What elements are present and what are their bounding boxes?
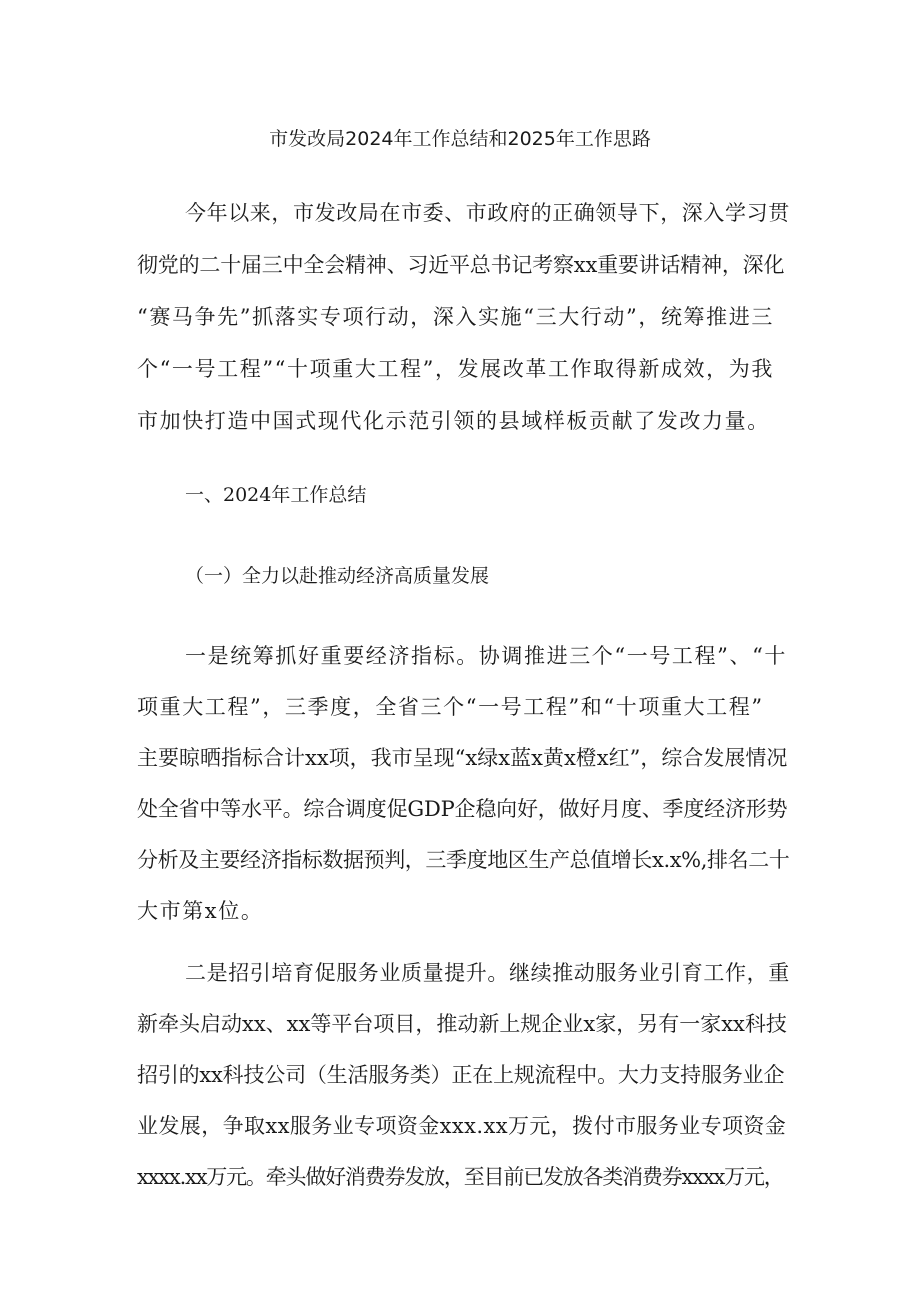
paragraph-line: xxxx.xx万元。牵头做好消费券发放，至目前已发放各类消费券xxxx万元， [137,1165,784,1189]
paragraph-line: 二是招引培育促服务业质量提升。继续推动服务业引育工作，重 [185,961,790,985]
paragraph-line: 主要晾晒指标合计xx项，我市呈现“x绿x蓝x黄x橙x红”，综合发展情况 [137,746,788,770]
intro-line: 市加快打造中国式现代化示范引领的县域样板贡献了发改力量。 [137,409,770,433]
intro-line: 个“一号工程”“十项重大工程”，发展改革工作取得新成效，为我 [137,357,774,381]
intro-line: 彻党的二十届三中全会精神、习近平总书记考察xx重要讲话精神，深化 [137,253,785,277]
paragraph-line: 项重大工程”，三季度，全省三个“一号工程”和“十项重大工程” [137,695,764,719]
paragraph-line: 一是统筹抓好重要经济指标。协调推进三个“一号工程”、“十 [185,644,788,668]
section-heading: 一、2024年工作总结 [185,484,367,506]
subsection-heading: （一）全力以赴推动经济高质量发展 [185,565,490,587]
paragraph-line: 新牵头启动xx、xx等平台项目，推动新上规企业x家，另有一家xx科技 [137,1012,787,1036]
paragraph-line: 分析及主要经济指标数据预判，三季度地区生产总值增长x.x%,排名二十 [137,848,790,872]
paragraph-line: 大市第x位。 [137,899,264,923]
paragraph-line: 处全省中等水平。综合调度促GDP企稳向好，做好月度、季度经济形势 [137,797,788,821]
intro-line: 今年以来，市发改局在市委、市政府的正确领导下，深入学习贯 [185,201,790,225]
document-title: 市发改局2024年工作总结和2025年工作思路 [269,128,651,150]
paragraph-line: 业发展，争取xx服务业专项资金xxx.xx万元，拨付市服务业专项资金 [137,1114,787,1138]
intro-line: “赛马争先”抓落实专项行动，深入实施“三大行动”，统筹推进三 [137,305,774,329]
paragraph-line: 招引的xx科技公司（生活服务类）正在上规流程中。大力支持服务业企 [137,1063,785,1087]
